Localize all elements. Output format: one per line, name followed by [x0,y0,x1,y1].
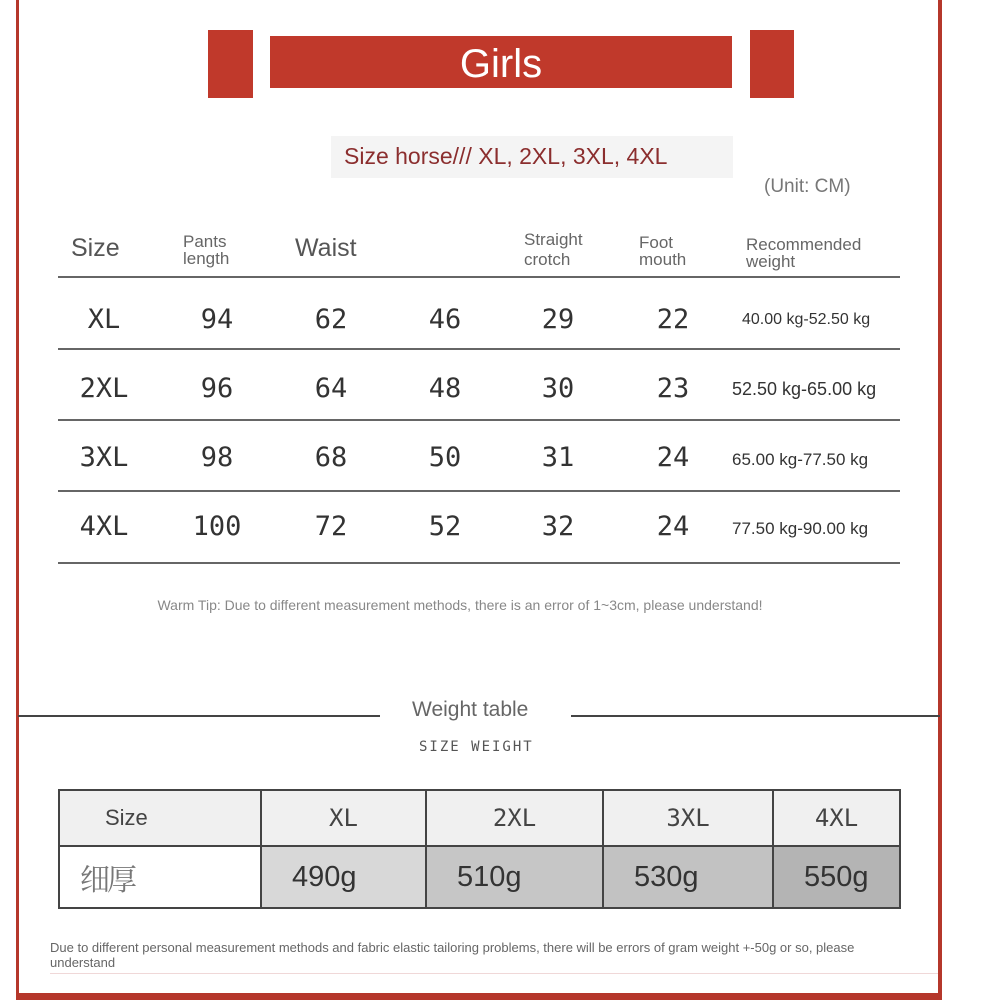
footer-divider [50,973,938,974]
weight-header-size: 2XL [426,790,603,846]
weight-value: 510g [426,846,603,908]
cell-foot-mouth: 24 [656,511,690,542]
weight-value: 490g [261,846,426,908]
unit-label: (Unit: CM) [764,176,851,197]
header-straight-crotch-line1: Straight [524,230,583,249]
cell-waist: 68 [314,442,348,473]
cell-recommended-weight: 65.00 kg-77.50 kg [732,450,869,469]
header-waist: Waist [295,234,357,262]
cell-straight-crotch: 31 [541,442,575,473]
frame-bottom-border [16,993,942,1000]
header-recommended-weight-line2: weight [746,252,796,271]
cell-col4: 46 [428,304,462,335]
weight-header-size: XL [261,790,426,846]
header-pants-length [183,233,229,267]
cell-straight-crotch: 30 [541,373,575,404]
header-size: Size [71,234,120,262]
header-foot-mouth [639,234,686,268]
cell-size: 4XL [79,511,129,542]
table-divider [58,490,900,492]
section-divider-right [571,715,940,717]
cell-size: XL [87,304,121,335]
cell-recommended-weight: 40.00 kg-52.50 kg [742,311,871,328]
cell-pants-length: 94 [200,304,234,335]
weight-table-subtitle: SIZE WEIGHT [419,739,534,755]
header-recommended-weight [746,236,861,270]
cell-pants-length: 98 [200,442,234,473]
cell-size: 3XL [79,442,129,473]
weight-header-size: 3XL [603,790,773,846]
frame-right-border [938,0,942,1000]
cell-col4: 52 [428,511,462,542]
header-foot-mouth-line1: Foot [639,233,674,252]
header-foot-mouth-line2: mouth [639,250,687,269]
cell-straight-crotch: 32 [541,511,575,542]
weight-table-header-row [59,790,900,846]
cell-waist: 62 [314,304,348,335]
cell-foot-mouth: 23 [656,373,690,404]
warm-tip: Warm Tip: Due to different measurement methods, there is an error of 1~3cm, please understand! [157,597,763,613]
table-divider [58,419,900,421]
cell-size: 2XL [79,373,129,404]
header-pants-length-line1: Pants [183,232,227,251]
weight-table [58,789,901,909]
footer-note: Due to different personal measurement methods and fabric elastic tailoring problems, there will be errors of gram weight +-50g or so, please understand [50,940,855,970]
weight-row-label: 细厚 [59,846,261,908]
weight-table-value-row [59,846,900,908]
cell-foot-mouth: 22 [656,304,690,335]
title-decor-left [208,30,253,98]
title-decor-right [750,30,794,98]
header-pants-length-line2: length [183,249,230,268]
weight-header-size: 4XL [773,790,900,846]
header-straight-crotch-line2: crotch [524,250,571,269]
table-divider [58,348,900,350]
frame-left-border [16,0,19,1000]
cell-straight-crotch: 29 [541,304,575,335]
header-recommended-weight-line1: Recommended [746,235,862,254]
cell-recommended-weight: 77.50 kg-90.00 kg [732,519,869,538]
page-title: Girls [270,36,732,88]
cell-pants-length: 96 [200,373,234,404]
cell-waist: 64 [314,373,348,404]
weight-table-title: Weight table [412,698,529,721]
cell-col4: 50 [428,442,462,473]
table-divider [58,562,900,564]
weight-value: 530g [603,846,773,908]
size-subtitle: Size horse/// XL, 2XL, 3XL, 4XL [331,136,733,178]
cell-col4: 48 [428,373,462,404]
weight-value: 550g [773,846,900,908]
cell-foot-mouth: 24 [656,442,690,473]
cell-waist: 72 [314,511,348,542]
header-straight-crotch [524,231,583,268]
weight-header-label: Size [59,790,261,846]
table-divider [58,276,900,278]
section-divider-left [18,715,380,717]
cell-pants-length: 100 [192,511,242,542]
cell-recommended-weight: 52.50 kg-65.00 kg [732,379,877,399]
